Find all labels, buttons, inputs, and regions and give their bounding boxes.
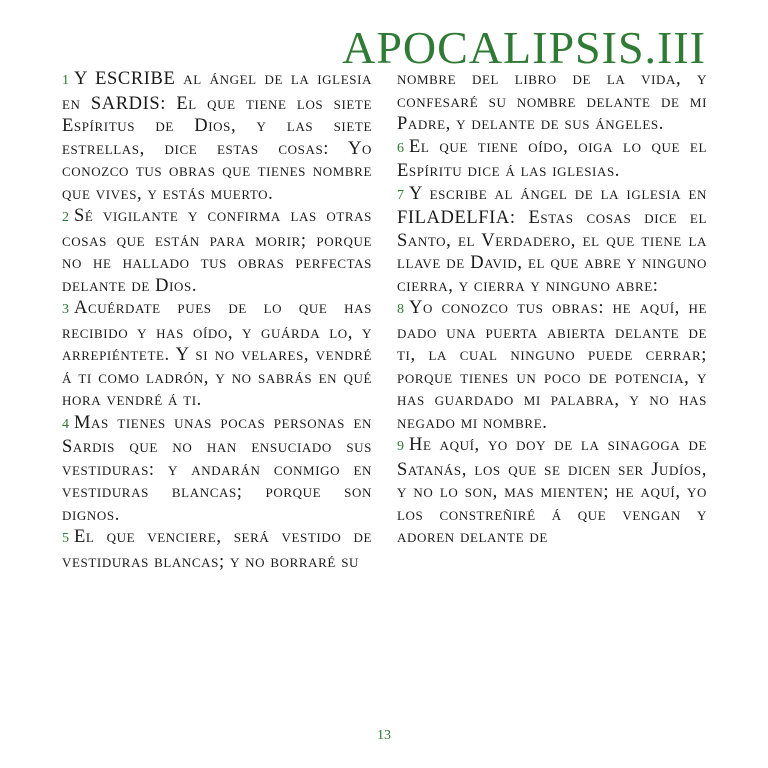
verse-number: 7 [397, 187, 404, 203]
verse-text: Acuérdate pues de lo que has recibido y has oído, y guárda lo, y arrepiéntete. Y si no velares, vendré á ti como ladrón, y no sabrás en qué hora vendré á ti. [62, 298, 372, 410]
verse-number: 9 [397, 439, 404, 454]
verse-continuation [397, 68, 707, 136]
verse [62, 297, 372, 412]
verse-text: Mas tienes unas pocas personas en Sardis que no han ensuciado sus vestiduras: y andarán conmigo en vestiduras blancas; porque son dignos. [62, 412, 372, 525]
verse [397, 297, 707, 434]
verse-number: 8 [397, 302, 404, 317]
verse-text: El que venciere, será vestido de vestiduras blancas; y no borraré su [62, 527, 372, 572]
verse-text: Y ESCRIBE al ángel de la iglesia en SARDIS: El que tiene los siete Espíritus de Dios, y las siete estrellas, dice estas cosas: Yo conozco tus obras que tienes nombre que vives, y estás muerto. [62, 69, 372, 204]
verse [62, 68, 372, 205]
verse-number: 3 [62, 302, 69, 317]
right-column [397, 68, 707, 549]
verse-text: Sé vigilante y confirma las otras cosas que están para morir; porque no he hallado tus obras perfectas delante de Dios. [62, 206, 372, 296]
verse-text: Y escribe al ángel de la iglesia en FILADELFIA: Estas cosas dice el Santo, el Verdadero, el que tiene la llave de David, el que abre y ninguno cierra, y cierra y ninguno abre: [397, 183, 707, 296]
verse-text: nombre del libro de la vida, y confesaré su nombre delante de mi Padre, y delante de sus ángeles. [397, 69, 707, 134]
verse [62, 526, 372, 573]
verse [62, 205, 372, 297]
verse-number: 4 [62, 416, 69, 432]
verse [62, 412, 372, 527]
page-title: APOCALIPSIS.III [342, 22, 706, 73]
verse-number: 5 [62, 531, 69, 546]
verse [397, 183, 707, 298]
verse-number: 1 [62, 73, 69, 88]
verse-text: He aquí, yo doy de la sinagoga de Satanás, los que se dicen ser Judíos, y no lo son, mas mienten; he aquí, yo los constreñiré á que vengan y adoren delante de [397, 435, 707, 547]
page-number: 13 [377, 728, 391, 743]
verse-text: Yo conozco tus obras: he aquí, he dado una puerta abierta delante de ti, la cual ninguno puede cerrar; porque tienes un poco de potencia, y has guardado mi palabra, y no has negado mi nombre. [397, 298, 707, 433]
verse-number: 6 [397, 140, 404, 156]
left-column [62, 68, 372, 573]
verse [397, 136, 707, 183]
verse [397, 434, 707, 549]
verse-number: 2 [62, 210, 69, 225]
verse-text: El que tiene oído, oiga lo que el Espíritu dice á las iglesias. [397, 136, 707, 181]
